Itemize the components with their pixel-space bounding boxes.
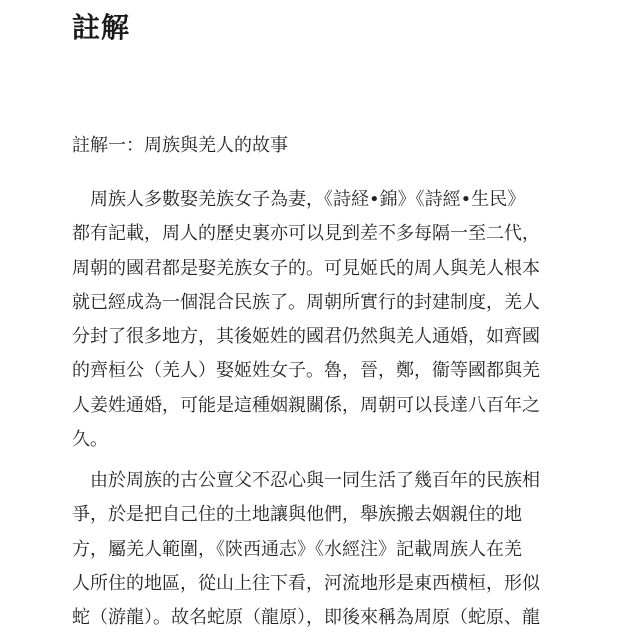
paragraph-line: 分封了很多地方，其後姬姓的國君仍然與羌人通婚，如齊國 — [72, 326, 540, 348]
paragraph-line: 爭，於是把自己住的土地讓與他們，舉族搬去姻親住的地 — [72, 504, 522, 526]
paragraph-line: 人所住的地區，從山上往下看，河流地形是東西横桓，形似 — [72, 572, 540, 594]
paragraph-line: 周朝的國君都是娶羌族女子的。可見姬氏的周人與羌人根本 — [72, 257, 540, 279]
paragraph-line: 久。 — [72, 429, 108, 451]
paragraph-line: 人姜姓通婚，可能是這種姻親關係，周朝可以長達八百年之 — [72, 394, 540, 416]
section-title: 註解一：周族與羌人的故事 — [72, 135, 288, 156]
paragraph-line: 周族人多數娶羌族女子為妻，《詩経•錦》《詩經•生民》 — [90, 189, 526, 210]
paragraph-1 — [72, 183, 572, 457]
paragraph-line: 由於周族的古公亶父不忍心與一同生活了幾百年的民族相 — [90, 470, 540, 491]
paragraph-line: 的齊桓公（羌人）娶姬姓女子。魯，晉，鄭，衞等國都與羌 — [72, 360, 540, 382]
paragraph-line: 都有記載，周人的歷史裏亦可以見到差不多每隔一至二代， — [72, 223, 540, 245]
paragraph-line: 就已經成為一個混合民族了。周朝所實行的封建制度，羌人 — [72, 291, 540, 313]
paragraph-line: 蛇（游龍）。故名蛇原（龍原），即後來稱為周原（蛇原、龍 — [72, 607, 540, 629]
paragraph-line: 方，屬羌人範圍，《陝西通志》《水經注》記載周族人在羌 — [72, 538, 522, 560]
paragraph-2 — [72, 464, 572, 635]
page-title: 註解 — [72, 11, 131, 44]
